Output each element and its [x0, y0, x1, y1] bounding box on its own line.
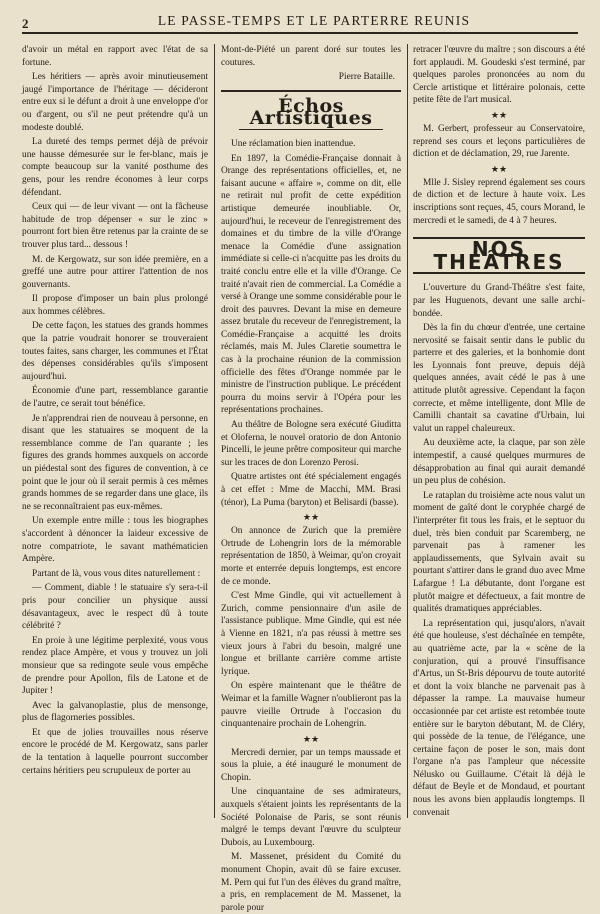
- paragraph: Mont-de-Piété un parent doré sur toutes les coutures.: [221, 45, 401, 68]
- paragraph: Partant de là, vous vous dites naturellement :: [32, 568, 201, 579]
- ornament-stars: ★★: [490, 109, 508, 120]
- ornament-stars: ★★: [302, 512, 320, 523]
- paragraph: retracer l'œuvre du maître ; son discours a été fort applaudi. M. Goudeski s'est terminé, par quelques paroles prononcées au nom du Cercle artistique et littéraire polonais, cette petite fête de l'art musical.: [413, 45, 585, 106]
- column-left: [22, 44, 208, 826]
- theatres-body: [413, 282, 585, 819]
- echos-block-c: [221, 747, 401, 914]
- paragraph: M. de Kergowatz, sur son idée première, en a greffé une autre pour attirer l'attention de nos gouvernants.: [22, 254, 208, 290]
- ornament-stars: ★★: [490, 163, 508, 174]
- paragraph: Ceux qui — de leur vivant — ont la fâcheuse habitude de trop dépenser « sur le zinc » pourront fort bien être retenus par la crainte de se trouver plus tard... dessous !: [22, 202, 208, 250]
- paragraph: Et que de jolies trouvailles nous réserve encore le procédé de M. Kergowatz, sans parler de la tentation à laquelle pourront succomber certains héritiers peu scrupuleux de porter au: [22, 727, 208, 776]
- paragraph: Économie d'une part, ressemblance garantie de l'autre, ce serait tout bénéfice.: [22, 386, 208, 410]
- paragraph: Les héritiers — après avoir minutieusement jaugé l'importance de l'héritage — décideront entre eux si le défunt a droit à une enveloppe d'or ou d'argent, ou s'il ne peut prétendre qu'à un modeste doublé.: [22, 72, 208, 133]
- paragraph: On annonce de Zurich que la première Ortrude de Lohengrin lors de la mémorable représentation de 1850, à Weimar, qu'on croyait morte et enterrée depuis longtemps, est encore de ce monde.: [221, 526, 401, 587]
- paragraph: Quatre artistes ont été spécialement engagés à cet effet : Mme de Macchi, MM. Brasi (ténor), La Puma (baryton) et Belisardi (basse).: [221, 472, 401, 508]
- paragraph: C'est Mme Gindle, qui vit actuellement à Zurich, comme pensionnaire d'un asile de l'assistance publique. Mme Gindle, qui est née à Vienne en 1821, n'a pas réussi à mettre ses vieux jours à l'abri du besoin, malgré une longue et brillante carrière comme artiste lyrique.: [221, 591, 401, 677]
- paragraph: Une cinquantaine de ses admirateurs, auxquels s'étaient joints les représentants de la Société Polonaise de Paris, se sont réunis malgré le temps devant l'œuvre du sculpteur Dubois, au Luxembourg.: [221, 787, 401, 848]
- paragraph: Il propose d'imposer un bain plus prolongé aux hommes célèbres.: [22, 294, 208, 317]
- column-middle: [221, 44, 401, 913]
- paragraph: Un exemple entre mille : tous les biographes s'accordent à dénoncer la laideur excessive de notre compatriote, le savant mathématicien Ampère.: [22, 516, 208, 565]
- paragraph: Au théâtre de Bologne sera exécuté Giuditta et Oloferna, le nouvel oratorio de don Antonio Pincelli, le jeune prêtre compositeur qui marche sur les traces de don Lorenzo Perosi.: [221, 420, 401, 468]
- echos-block-e: [413, 123, 585, 161]
- section-divider: [221, 90, 401, 92]
- echos-block-d: [413, 44, 585, 107]
- paragraph: La dureté des temps permet déjà de prévoir une hausse démesurée sur le fer-blanc, mais je compte beaucoup sur la vanité posthume des gens, pour les rendre économes à leur corps défendant.: [22, 137, 208, 198]
- paragraph: d'avoir un métal en rapport avec l'état de sa fortune.: [22, 45, 208, 68]
- page-number: 2: [22, 16, 29, 31]
- paragraph: Je n'apprendrai rien de nouveau à personne, en disant que les statuaires se moquent de la ressemblance comme de l'an quarante ; les figures des grands hommes auxquels on accorde un piédestal sont des figures de convention, à ce point que le jour où il serait permis à ces mêmes grands hommes de se regarder dans une glace, ils ne se reconnaîtraient pas eux-mêmes.: [22, 413, 208, 512]
- column-rule: [407, 44, 408, 818]
- column-right: [413, 44, 585, 826]
- paragraph: — Comment, diable ! le statuaire s'y sera-t-il pris pour concilier un physique aussi désavantageux, avec le respect dû à toute célébrité ?: [22, 583, 208, 632]
- column-rule: [214, 44, 215, 818]
- page-header: [22, 10, 578, 34]
- echos-block-b: [221, 525, 401, 731]
- paragraph: Mlle J. Sisley reprend également ses cours de diction et de lecture à haute voix. Les inscriptions sont reçues, 45, cours Morand, le mercredi et le samedi, de 4 à 7 heures.: [413, 177, 585, 226]
- title-underline: [239, 129, 383, 130]
- article-ending: [221, 44, 401, 69]
- paragraph: En 1897, la Comédie-Française donnait à Orange des représentations officielles, et, ne faisant aucune « affaire », comme on dit, elle ne retirait nul profit de cette expédition artistique demeurée inoubliable. Or, aujourd'hui, le receveur de l'enregistrement des domaines et du timbre de la ville d'Orange menace la Comédie d'une assignation immédiate si celle-ci n'acquitte pas les droits du traité conclu entre elle et la ville d'Orange. Ce traité n'avait rien de commercial. La Comédie a versé à Orange une somme considérable pour le droit des pauvres. Devant la mise en demeure assez brutale du receveur de l'enregistrement, la Comédie-Française a acquitté les droits réclamés, mais M. Jules Claretie soumettra le cas à la prochaine réunion de la commission officielle des fêtes d'Orange nommée par le ministre de l'instruction publique. Le précédent pourra du moins servir à l'Opéra pour les représentations prochaines.: [221, 153, 401, 416]
- author-signature: Pierre Bataille.: [338, 72, 395, 83]
- paragraph: Avec la galvanoplastie, plus de mensonge, plus de flagorneries possibles.: [22, 700, 208, 724]
- ornament-stars: ★★: [302, 733, 320, 744]
- paragraph: La représentation qui, jusqu'alors, n'avait été que houleuse, s'est déchaînée en tempête, au quatrième acte, par la « scène de la conjuration, qui a prouvé l'insuffisance d'Artus, un St-Bris dépourvu de toute autorité et dont la voix blanche ne parvenait pas à dépasser la rampe. La mauvaise humeur occasionnée par cet artiste est retombée toute entière sur le baryton débutant, M. de Cléry, qui possède de la tenue, de l'élégance, une certaine façon de poser le son, mais dont l'organe n'a pas l'ampleur que nécessite Nélusko ou Guillaume. C'était là déjà le défaut de Beyle et de Mondaud, et pourtant nous les avons bien applaudis longtemps. Il convenait: [413, 618, 585, 818]
- section-title-theatres: NOS THÉÂTRES: [413, 237, 585, 274]
- paragraph: Mercredi dernier, par un temps maussade et sous la pluie, a été inauguré le monument de Chopin.: [221, 747, 401, 783]
- echos-block-f: [413, 177, 585, 227]
- paragraph: En proie à une légitime perplexité, vous vous rendez place Ampère, et vous y trouvez un joli monsieur que sa redingote seule vous empêche de prendre pour Apollon, fils de Latone et de Jupiter !: [22, 635, 208, 697]
- article-body: [22, 44, 208, 777]
- paragraph: De cette façon, les statues des grands hommes que la patrie voudrait honorer se trouveraient toutes faites, sans charger, les communes et l'État des dépenses considérables qu'ils s'imposent aujourd'hui.: [22, 321, 208, 382]
- paragraph: On espère maintenant que le théâtre de Weimar et la famille Wagner n'oublieront pas la pauvre vieille Ortrude à l'occasion du cinquantenaire prochain de Lohengrin.: [221, 681, 401, 730]
- running-title: LE PASSE-TEMPS ET LE PARTERRE REUNIS: [157, 13, 471, 28]
- paragraph: Au deuxième acte, la claque, par son zèle intempestif, a causé quelques murmures de désapprobation au final qui aurait demandé un peu plus de cohésion.: [413, 438, 585, 487]
- section-title-echos: Échos Artistiques: [249, 94, 373, 130]
- echos-block-a: [221, 138, 401, 509]
- paragraph: M. Gerbert, professeur au Conservatoire, reprend ses cours et leçons particulières de diction et de déclamation, 29, rue Jarente.: [413, 123, 585, 160]
- paragraph: M. Massenet, président du Comité du monument Chopin, avait dû se faire excuser. M. Pern qui fut l'un des élèves du grand maître, a pris, en remplacement de M. Massenet, la parole pour: [221, 852, 401, 913]
- paragraph: Une réclamation bien inattendue.: [231, 138, 356, 149]
- paragraph: Le rataplan du troisième acte nous valut un moment de gaîté dont le coryphée chargé de l'interpréter fit tous les frais, et le septuor du duel, très bien conduit par Scaremberg, ne parvenait pas à ramener les applaudissements, que Sylvain avait su pourtant s'attirer dans le grand duo avec Mme Lafargue ! La débutante, dont l'organe est plutôt maigre et défectueux, a fait montre de qualités dramatiques appréciables.: [413, 490, 585, 615]
- paragraph: Dès la fin du chœur d'entrée, une certaine nervosité se faisait sentir dans le public du parterre et des galeries, et la bonhomie dont les Lyonnais font preuve, depuis déjà quelques années, avait cédé le pas à une attitude plutôt agressive. Cependant la façon correcte, et même intelligente, dont Mlle de Camilli chantait sa cavatine d'Urbain, lui valut un rappel chaleureux.: [413, 323, 585, 434]
- paragraph: L'ouverture du Grand-Théâtre s'est faite, par les Huguenots, devant une salle archi-bondée.: [413, 283, 585, 319]
